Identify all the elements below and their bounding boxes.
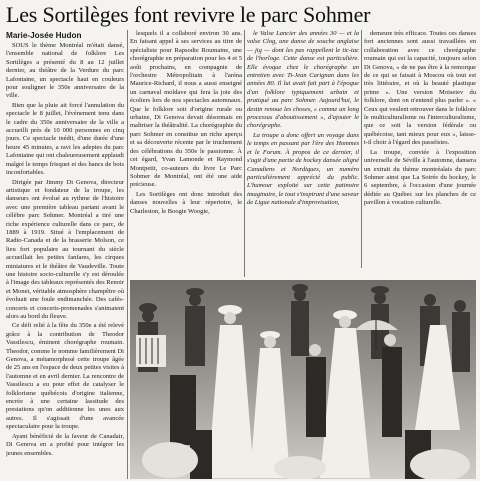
article-column-1 (6, 42, 124, 479)
paragraph: le Valse Lancier des années 30 — et la valse Clog, une danse de souche anglaise — jig — dont les pas rappellent le tic-tac de l'horloge. Cette danse est particulière. Elle évoque chez le chorégraphe un entretien avec Ti-Jean Carignan dans les années 80. Il lui avait fait part à l'époque d'un folklore typiquement urbain et pratiqué au parc Sohmer. Aujourd'hui, le destin renoue les choses, « comme un long processus d'aboutissement », d'ajouter le chorégraphe. (247, 30, 359, 130)
paragraph: demeure très efficace. Toutes ces danses fort anciennes sont aussi travaillées en collaboration avec ce chorégraphe roumain qui est la capacité, toujours selon Di Genova, « de ne pas être à la remorque de ce qui se faisait à Moscou où tout est très littéraire, et où la beauté plastique prime ». Une version Moiseiev du folklore, dont on n'entend plus parler ». « Ceux qui veulent retrouver dans le folklore le multiculturalisme ou l'interculturalisme, que ce soit la version fédérale ou québécoise, tant mieux pour eux », laisse-t-il choir à l'égard des passéistes. (364, 30, 476, 147)
dance-troupe-photo (130, 280, 476, 479)
paragraph: lesquels il a collaboré environ 30 ans. En faisant appel à ses services au titre de spécialiste pour Rapsodie Roumaine, une chorégraphie en préparation pour les 4 et 5 août prochains, en compagnie de l'orchestre Métropolitain à l'aréna Maurice-Richard, il nous a aussi enseigné un carnaval moldave qui fera la joie des écoliers lors de nos spectacles automnaux. Que le folklore soit d'origine rurale ou urbaine, Di Genova devait désormais en maîtriser la théâtralité. La chorégraphie du parc Sohmer en constitue un riche aperçu et sa découverte récente par le truchement des célébrations du 350e le passionne. À cet égard, Yvan Lamonde et Raymond Montpetit, co-auteurs du livre Le Parc Sohmer de Montréal, ont été une aide précieuse. (130, 30, 242, 189)
paragraph: La troupe, conviée à l'exposition universelle de Séville à l'automne, dansera un extrait du thème montréalais du parc Sohmer ainsi que La Soirée du hockey, le 6 septembre, à l'occasion d'une journée dédiée au Québec sur les planches de ce pavillon à vocation culturelle. (364, 148, 476, 207)
paragraph: Bien que la pluie ait forcé l'annulation du spectacle le 8 juillet, l'événement tenu dans le cadre du 350e anniversaire de la ville a accueilli près de 10 000 personnes en cinq jours. Ce spectacle inédit, d'une durée d'une heure 45 minutes, a ravi les adeptes du parc Lafontaine qui ont chaleureusement applaudi malgré le temps frisquet et des bancs de bois inconfortables. (6, 101, 124, 177)
article-headline: Les Sortilèges font revivre le parc Sohmer (6, 2, 371, 27)
column-divider (244, 30, 245, 277)
article-column-4 (364, 30, 476, 268)
byline: Marie-Josée Hudon (6, 31, 82, 40)
paragraph: Les Sortilèges ont donc introduit des danses nouvelles à leur répertoire, le Charleston, le Boogie Woogie, (130, 190, 242, 215)
paragraph: Ayant bénéficié de la faveur de Canadair, Di Genova en a profité pour intégrer les jeunes ensembles. (6, 432, 124, 457)
article-column-3 (247, 30, 359, 284)
article-column-2 (130, 30, 242, 276)
column-divider (361, 30, 362, 268)
paragraph: Ce défi relié à la fête du 350e a été relevé grâce à la contribution de Theodor Vassilescu, éminent chorégraphe roumain. Theodor, comme le nomme familièrement Di Genova, a métamorphosé cette troupe âgée de 25 ans en l'espace de deux petites visites à l'automne et en avril dernier. La rencontre de Vassilescu a eu pour effet de catalyser le folklorisme québécois d'origine italienne, encrée à une certaine lassitude des prestations qu'on additionne les unes aux autres. Il s'agissait d'une avancée spectaculaire pour la troupe. (6, 322, 124, 431)
column-divider (127, 30, 128, 479)
paragraph: SOUS le thème Montréal m'était dansé, l'ensemble national de folklore Les Sortilèges a présenté du 8 au 12 juillet dernier, au théâtre de la Verdure du parc Lafontaine, un spectacle haut en couleurs pour souligner le 350e anniversaire de la ville. (6, 42, 124, 100)
paragraph: La troupe a donc offert un voyage dans le temps en passant par l'ère des Hommes et le Forum. À propos de ce dernier, il s'agit d'une partie de hockey dansée aligné Canadiens et Nordiques, un numéro particulièrement apprécié du public. L'humour exploité sur cette patinoire imaginaire, le tout s'inspirant d'une saveur de Ligue nationale d'improvisation, (247, 131, 359, 207)
paragraph: Dirigée par Jimmy Di Genova, directeur artistique et fondateur de la troupe, les danseurs ont évolué au rythme de l'histoire avec une première tableau partant avant le célèbre parc Sohmer. Montréal a tiré une riche expérience culturelle dans ce parc, de 1889 à 1919. Situé à l'emplacement de Radio-Canada et de la brasserie Molson, ce lieu fort populaire au tournant du siècle accueillait les petites fanfares, les cirques miniatures et le théâtre de Vaudeville. Toute une histoire socio-culturelle s'y est déroulée à l'image des tableaux représentés des Renoir et Monet, véritable atmosphère champêtre où évoluait une foule endimanchée. Des cafés-concerts et concerts-promenades s'animaient alors au bord du fleuve. (6, 178, 124, 320)
